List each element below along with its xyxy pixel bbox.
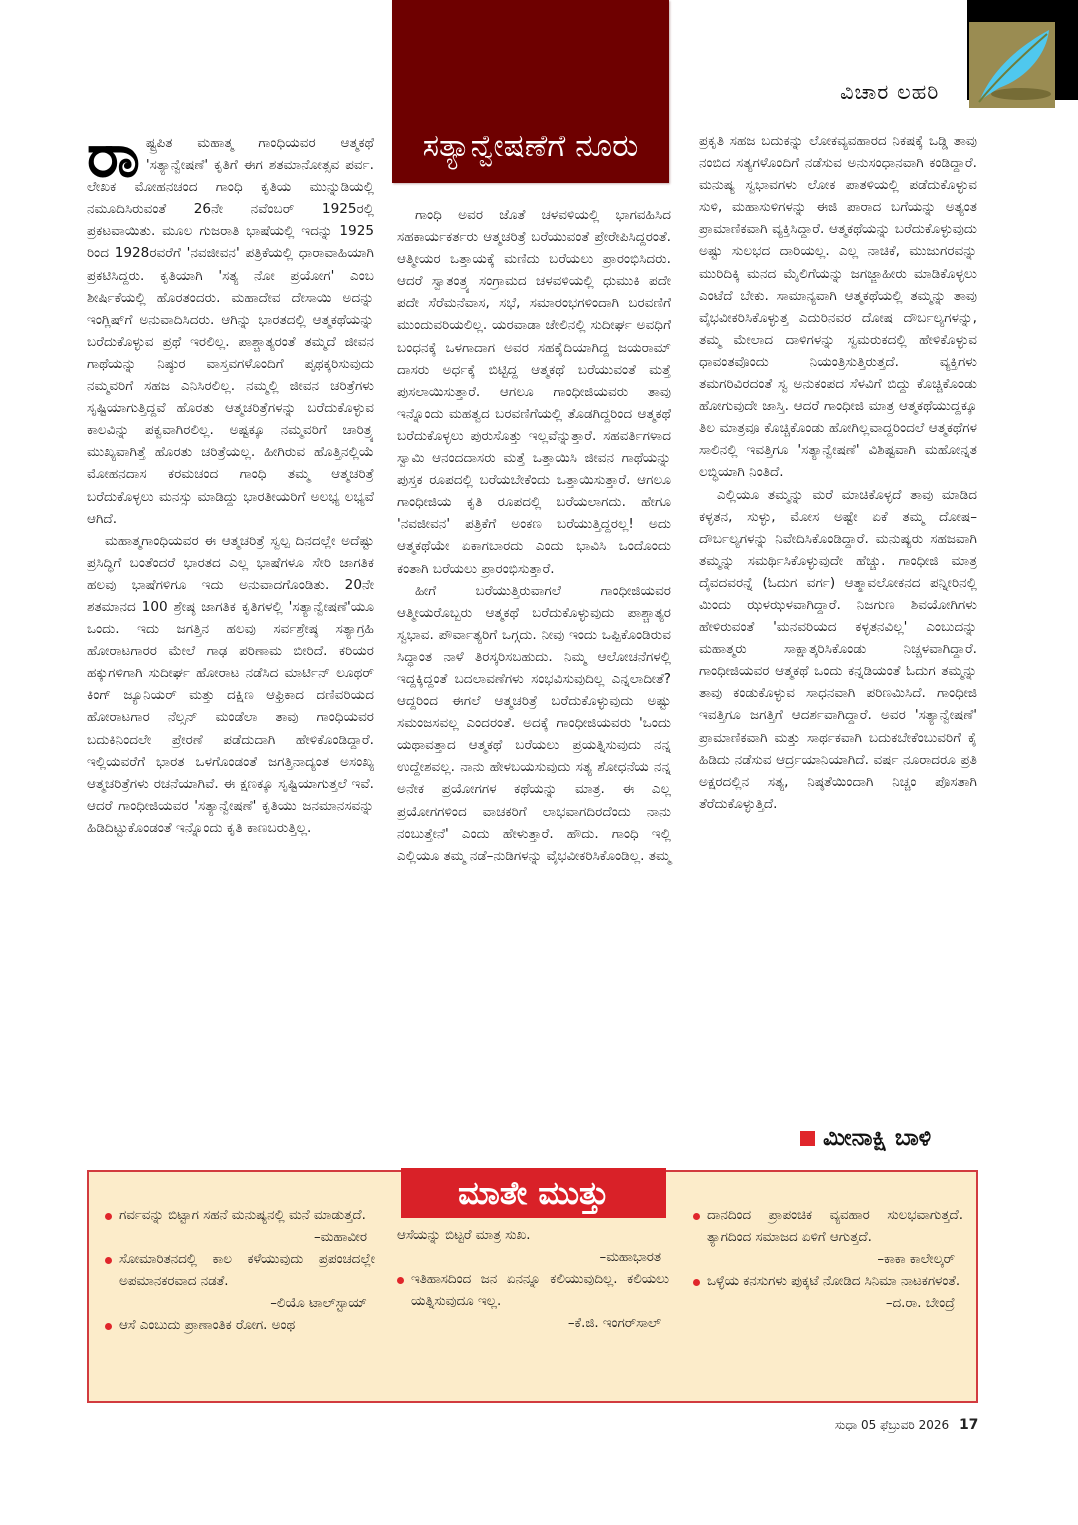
- red-square-icon: [800, 1131, 815, 1146]
- article-title: ಸತ್ಯಾನ್ವೇಷಣೆಗೆ ನೂರು: [422, 128, 639, 164]
- article-column-2: [397, 204, 671, 867]
- paragraph: ರಾಷ್ಟ್ರಪಿತ ಮಹಾತ್ಮ ಗಾಂಧಿಯವರ ಆತ್ಮಕಥೆ 'ಸತ್ಯಾನ್ವೇಷಣೆ' ಕೃತಿಗೆ ಈಗ ಶತಮಾನೋತ್ಸವ ಪರ್ವ. ಲೇಖಕ ಮೋಹನಚಂದ ಗಾಂಧಿ ಕೃತಿಯ ಮುನ್ನುಡಿಯಲ್ಲಿ ನಮೂದಿಸಿರುವಂತೆ 26ನೇ ನವೆಂಬರ್ 1925ರಲ್ಲಿ ಪ್ರಕಟವಾಯಿತು. ಮೂಲ ಗುಜರಾತಿ ಭಾಷೆಯಲ್ಲಿ ಇದನ್ನು 1925 ರಿಂದ 1928ರವರೆಗೆ 'ನವಜೀವನ' ಪತ್ರಿಕೆಯಲ್ಲಿ ಧಾರಾವಾಹಿಯಾಗಿ ಪ್ರಕಟಿಸಿದ್ದರು. ಕೃತಿಯಾಗಿ 'ಸತ್ಯ ನೋ ಪ್ರಯೋಗ' ಎಂಬ ಶೀರ್ಷಿಕೆಯಲ್ಲಿ ಹೊರತಂದರು. ಮಹಾದೇವ ದೇಸಾಯಿ ಅದನ್ನು ಇಂಗ್ಲಿಷ್‌ಗೆ ಅನುವಾದಿಸಿದರು. ಆಗಿನ್ನು ಭಾರತದಲ್ಲಿ ಆತ್ಮಕಥೆಯನ್ನು ಬರೆದುಕೊಳ್ಳುವ ಪ್ರಥೆ ಇರಲಿಲ್ಲ. ಪಾಶ್ಚಾತ್ಯರಂತೆ ತಮ್ಮದೆ ಜೀವನ ಗಾಥೆಯನ್ನು ನಿಷ್ಠುರ ವಾಸ್ತವಗಳೊಂದಿಗೆ ಪೃಥಕ್ಕರಿಸುವುದು ನಮ್ಮವರಿಗೆ ಸಹಜ ಎನಿಸಿರಲಿಲ್ಲ. ನಮ್ಮಲ್ಲಿ ಜೀವನ ಚರಿತ್ರೆಗಳು ಸೃಷ್ಟಿಯಾಗುತ್ತಿದ್ದವೆ ಹೊರತು ಆತ್ಮಚರಿತ್ರೆಗಳನ್ನು ಬರೆದುಕೊಳ್ಳುವ ಕಾಲವಿನ್ನು ಪಕ್ವವಾಗಿರಲಿಲ್ಲ. ಅಷ್ಟಕ್ಕೂ ನಮ್ಮವರಿಗೆ ಚಾರಿತ್ರ್ಯ ಮುಖ್ಯವಾಗಿತ್ತೆ ಹೊರತು ಚರಿತ್ರೆಯಲ್ಲ. ಹೀಗಿರುವ ಹೊತ್ತಿನಲ್ಲಿಯೆ ಮೋಹನದಾಸ ಕರಮಚಂದ ಗಾಂಧಿ ತಮ್ಮ ಆತ್ಮಚರಿತ್ರೆ ಬರೆದುಕೊಳ್ಳಲು ಮನಸ್ಸು ಮಾಡಿದ್ದು ಭಾರತೀಯರಿಗೆ ಅಲಭ್ಯ ಲಭ್ಯವೆ ಆಗಿದೆ.: [87, 121, 374, 527]
- paragraph: ಹೀಗೆ ಬರೆಯುತ್ತಿರುವಾಗಲೆ ಗಾಂಧೀಜಿಯವರ ಆತ್ಮೀಯರೊಬ್ಬರು ಆತ್ಮಕಥೆ ಬರೆದುಕೊಳ್ಳುವುದು ಪಾಶ್ಚಾತ್ಯರ ಸ್ವಭಾವ. ಪೌರ್ವಾತ್ಯರಿಗೆ ಒಗ್ಗದು. ನೀವು ಇಂದು ಒಪ್ಪಿಕೊಂಡಿರುವ ಸಿದ್ಧಾಂತ ನಾಳೆ ತಿರಸ್ಕರಿಸಬಹುದು. ನಿಮ್ಮ ಆಲೋಚನೆಗಳಲ್ಲಿ ಇದ್ದಕ್ಕಿದ್ದಂತೆ ಬದಲಾವಣೆಗಳು ಸಂಭವಿಸುವುದಿಲ್ಲ ಎನ್ನಲಾದೀತೆ? ಆದ್ದರಿಂದ ಈಗಲೆ ಆತ್ಮಚರಿತ್ರೆ ಬರೆದುಕೊಳ್ಳುವುದು ಅಷ್ಟು ಸಮಂಜಸವಲ್ಲ ಎಂದರಂತೆ. ಅದಕ್ಕೆ ಗಾಂಧೀಜಿಯವರು 'ಒಂದು ಯಥಾವತ್ತಾದ ಆತ್ಮಕಥೆ ಬರೆಯಲು ಪ್ರಯತ್ನಿಸುವುದು ನನ್ನ ಉದ್ದೇಶವಲ್ಲ. ನಾನು ಹೇಳಬಯಸುವುದು ಸತ್ಯ ಶೋಧನೆಯ ನನ್ನ ಅನೇಕ ಪ್ರಯೋಗಗಳ ಕಥೆಯನ್ನು ಮಾತ್ರ. ಈ ಎಲ್ಲ ಪ್ರಯೋಗಗಳಿಂದ ವಾಚಕರಿಗೆ ಲಾಭವಾಗದಿರದೆಂದು ನಾನು ನಂಬುತ್ತೇನೆ' ಎಂದು ಹೇಳುತ್ತಾರೆ. ಹೌದು. ಗಾಂಧಿ ಇಲ್ಲಿ ಎಲ್ಲಿಯೂ ತಮ್ಮ ನಡೆ–ನುಡಿಗಳನ್ನು ವೈಭವೀಕರಿಸಿಕೊಂಡಿಲ್ಲ. ತಮ್ಮ: [397, 582, 671, 864]
- quote-item: ದಾನದಿಂದ ಪ್ರಾಪಂಚಿಕ ವ್ಯವಹಾರ ಸುಲಭವಾಗುತ್ತದೆ. ತ್ಯಾಗದಿಂದ ಸಮಾಜದ ಏಳಿಗೆ ಆಗುತ್ತದೆ.: [693, 1205, 963, 1249]
- paragraph: ಪ್ರಕೃತಿ ಸಹಜ ಬದುಕನ್ನು ಲೋಕವ್ಯವಹಾರದ ನಿಕಷಕ್ಕೆ ಒಡ್ಡಿ ತಾವು ನಂಬಿದ ಸತ್ಯಗಳೊಂದಿಗೆ ನಡೆಸುವ ಅನುಸಂಧಾನವಾಗಿ ಕಂಡಿದ್ದಾರೆ. ಮನುಷ್ಯ ಸ್ವಭಾವಗಳು ಲೋಕ ಪಾತಳಿಯಲ್ಲಿ ಪಡೆದುಕೊಳ್ಳುವ ಸುಳಿ, ಮಹಾಸುಳಿಗಳನ್ನು ಈಜಿ ಪಾರಾದ ಬಗೆಯನ್ನು ಅತ್ಯಂತ ಪ್ರಾಮಾಣಿಕವಾಗಿ ವ್ಯಕ್ತಿಸಿದ್ದಾರೆ. ಆತ್ಮಕಥೆಯನ್ನು ಬರೆದುಕೊಳ್ಳುವುದು ಅಷ್ಟು ಸುಲಭದ ದಾರಿಯಲ್ಲ. ಎಲ್ಲ ನಾಚಿಕೆ, ಮುಜುಗರವನ್ನು ಮುರಿದಿಕ್ಕಿ ಮನದ ಮೈಲಿಗೆಯನ್ನು ಜಗಜ್ಜಾಹೀರು ಮಾಡಿಕೊಳ್ಳಲು ಎಂಟೆದೆ ಬೇಕು. ಸಾಮಾನ್ಯವಾಗಿ ಆತ್ಮಕಥೆಯಲ್ಲಿ ತಮ್ಮನ್ನು ತಾವು ವೈಭವೀಕರಿಸಿಕೊಳ್ಳುತ್ತ ಎದುರಿನವರ ದೋಷ ದೌರ್ಬಲ್ಯಗಳನ್ನು, ತಮ್ಮ ಮೇಲಾದ ದಾಳಿಗಳನ್ನು ಸ್ವಮರುಕದಲ್ಲಿ ಹೇಳಿಕೊಳ್ಳುವ ಧಾವಂತವೊಂದು ನಿಯಂತ್ರಿಸುತ್ತಿರುತ್ತದೆ. ವ್ಯಕ್ತಿಗಳು ತಮಗರಿವಿರದಂತೆ ಸ್ವ ಅನುಕಂಪದ ಸೆಳವಿಗೆ ಬಿದ್ದು ಕೊಚ್ಚಿಕೊಂಡು ಹೋಗುವುದೇ ಜಾಸ್ತಿ. ಆದರೆ ಗಾಂಧೀಜಿ ಮಾತ್ರ ಆತ್ಮಕಥೆಯುದ್ದಕ್ಕೂ ತಿಲ ಮಾತ್ರವೂ ಕೊಚ್ಚಿಕೊಂಡು ಹೋಗಿಲ್ಲವಾದ್ದರಿಂದಲೆ ಆತ್ಮಕಥೆಗಳ ಸಾಲಿನಲ್ಲಿ ಇವತ್ತಿಗೂ 'ಸತ್ಯಾನ್ವೇಷಣೆ' ವಿಶಿಷ್ಟವಾಗಿ ಮಹೋನ್ನತ ಲಬ್ಧಿಯಾಗಿ ನಿಂತಿದೆ.: [699, 133, 977, 481]
- quote-item: ಇತಿಹಾಸದಿಂದ ಜನ ಏನನ್ನೂ ಕಲಿಯುವುದಿಲ್ಲ. ಕಲಿಯಲು ಯತ್ನಿಸುವುದೂ ಇಲ್ಲ.: [397, 1269, 669, 1313]
- author-byline: [800, 1125, 931, 1151]
- article-title-box: [392, 0, 669, 183]
- paragraph: ಗಾಂಧಿ ಅವರ ಜೊತೆ ಚಳವಳಿಯಲ್ಲಿ ಭಾಗವಹಿಸಿದ ಸಹಕಾರ್ಯಕರ್ತರು ಆತ್ಮಚರಿತ್ರೆ ಬರೆಯುವಂತೆ ಪ್ರೇರೇಪಿಸಿದ್ದರಂತೆ. ಆತ್ಮೀಯರ ಒತ್ತಾಯಕ್ಕೆ ಮಣಿದು ಬರೆಯಲು ಪ್ರಾರಂಭಿಸಿದರು. ಆದರೆ ಸ್ವಾತಂತ್ರ್ಯ ಸಂಗ್ರಾಮದ ಚಳವಳಿಯಲ್ಲಿ ಧುಮುಕಿ ಪದೇ ಪದೇ ಸೆರೆಮನೆವಾಸ, ಸಭೆ, ಸಮಾರಂಭಗಳಿಂದಾಗಿ ಬರವಣಿಗೆ ಮುಂದುವರಿಯಲಿಲ್ಲ. ಯರವಾಡಾ ಜೇಲಿನಲ್ಲಿ ಸುದೀರ್ಘ ಅವಧಿಗೆ ಬಂಧನಕ್ಕೆ ಒಳಗಾದಾಗ ಅವರ ಸಹಕೈದಿಯಾಗಿದ್ದ ಜಯರಾಮ್ ದಾಸರು ಅರ್ಧಕ್ಕೆ ಬಿಟ್ಟಿದ್ದ ಆತ್ಮಕಥೆ ಬರೆಯುವಂತೆ ಮತ್ತೆ ಪುಸಲಾಯಿಸುತ್ತಾರೆ. ಆಗಲೂ ಗಾಂಧೀಜಿಯವರು ತಾವು ಇನ್ನೊಂದು ಮಹತ್ವದ ಬರವಣಿಗೆಯಲ್ಲಿ ತೊಡಗಿದ್ದರಿಂದ ಆತ್ಮಕಥೆ ಬರೆದುಕೊಳ್ಳಲು ಪುರುಸೊತ್ತು ಇಲ್ಲವೆನ್ನುತ್ತಾರೆ. ಸಹವರ್ತಿಗಳಾದ ಸ್ವಾಮಿ ಆನಂದದಾಸರು ಮತ್ತೆ ಒತ್ತಾಯಿಸಿ ಜೀವನ ಗಾಥೆಯನ್ನು ಪುಸ್ತಕ ರೂಪದಲ್ಲಿ ಬರೆಯಬೇಕೆಂದು ಒತ್ತಾಯಿಸುತ್ತಾರೆ. ಆಗಲೂ ಗಾಂಧೀಜಿಯ ಕೃತಿ ರೂಪದಲ್ಲಿ ಬರೆಯಲಾಗದು. ಹೇಗೂ 'ನವಜೀವನ' ಪತ್ರಿಕೆಗೆ ಅಂಕಣ ಬರೆಯುತ್ತಿದ್ದರಲ್ಲ! ಅದು ಆತ್ಮಕಥೆಯೇ ಏಕಾಗಬಾರದು ಎಂದು ಭಾವಿಸಿ ಒಂದೊಂದು ಕಂತಾಗಿ ಬರೆಯಲು ಪ್ರಾರಂಭಿಸುತ್ತಾರೆ.: [397, 207, 671, 577]
- page-footer: [835, 1417, 978, 1433]
- quotes-column-2: [397, 1225, 669, 1335]
- quote-author: –ಮಹಾವೀರ: [313, 1230, 367, 1245]
- quote-item: ಸೋಮಾರಿತನದಲ್ಲಿ ಕಾಲ ಕಳೆಯುವುದು ಪ್ರಪಂಚದಲ್ಲೇ ಅಪಮಾನಕರವಾದ ನಡತೆ.: [105, 1249, 375, 1293]
- dropcap: ರಾ: [87, 121, 140, 191]
- quote-continuation: ಆಸೆಯನ್ನು ಬಿಟ್ಟರೆ ಮಾತ್ರ ಸುಖ.: [397, 1228, 531, 1243]
- quote-item: ಗರ್ವವನ್ನು ಬಿಟ್ಟಾಗ ಸಹನೆ ಮನುಷ್ಯನಲ್ಲಿ ಮನೆ ಮಾಡುತ್ತದೆ.: [105, 1205, 375, 1227]
- page-number: 17: [958, 1417, 979, 1433]
- quote-author: –ಕೆ.ಜಿ. ಇಂಗರ್‌ಸಾಲ್: [567, 1316, 661, 1331]
- quotes-column-3: [693, 1205, 963, 1315]
- quote-author: –ಕಾಕಾ ಕಾಲೇಲ್ಕರ್: [877, 1252, 955, 1267]
- quote-author: –ಮಹಾಭಾರತ: [599, 1250, 661, 1265]
- quote-item: ಒಳ್ಳೆಯ ಕನಸುಗಳು ಪುಕ್ಕಟೆ ನೋಡಿದ ಸಿನಿಮಾ ನಾಟಕಗಳಂತೆ.: [693, 1271, 963, 1293]
- bullet-icon: [105, 1257, 112, 1264]
- quotes-title: ಮಾತೇ ಮುತ್ತು: [401, 1168, 666, 1218]
- quote-author: –ದ.ರಾ. ಬೇಂದ್ರೆ: [885, 1296, 955, 1311]
- quote-item: ಆಸೆ ಎಂಬುದು ಪ್ರಾಣಾಂತಿಕ ರೋಗ. ಅಂಥ: [105, 1315, 375, 1337]
- feather-icon: [969, 22, 1055, 108]
- quotes-column-1: [105, 1205, 375, 1337]
- author-name: ಮೀನಾಕ್ಷಿ ಬಾಳಿ: [823, 1125, 932, 1151]
- paragraph: ಮಹಾತ್ಮಗಾಂಧಿಯವರ ಈ ಆತ್ಮಚರಿತ್ರೆ ಸ್ವಲ್ಪ ದಿನದಲ್ಲೇ ಅದೆಷ್ಟು ಪ್ರಸಿದ್ಧಿಗೆ ಬಂತೆಂದರೆ ಭಾರತದ ಎಲ್ಲ ಭಾಷೆಗಳೂ ಸೇರಿ ಜಾಗತಿಕ ಹಲವು ಭಾಷೆಗಳಿಗೂ ಇದು ಅನುವಾದಗೊಂಡಿತು. 20ನೇ ಶತಮಾನದ 100 ಶ್ರೇಷ್ಠ ಜಾಗತಿಕ ಕೃತಿಗಳಲ್ಲಿ 'ಸತ್ಯಾನ್ವೇಷಣೆ'ಯೂ ಒಂದು. ಇದು ಜಗತ್ತಿನ ಹಲವು ಸರ್ವಶ್ರೇಷ್ಠ ಸತ್ಯಾಗ್ರಹಿ ಹೋರಾಟಗಾರರ ಮೇಲೆ ಗಾಢ ಪರಿಣಾಮ ಬೀರಿದೆ. ಕರಿಯರ ಹಕ್ಕುಗಳಿಗಾಗಿ ಸುದೀರ್ಘ ಹೋರಾಟ ನಡೆಸಿದ ಮಾರ್ಟಿನ್ ಲೂಥರ್ ಕಿಂಗ್ ಜ್ಯೂನಿಯರ್ ಮತ್ತು ದಕ್ಷಿಣ ಆಫ್ರಿಕಾದ ದಣಿವರಿಯದ ಹೋರಾಟಗಾರ ನೆಲ್ಸನ್ ಮಂಡೆಲಾ ತಾವು ಗಾಂಧಿಯವರ ಬದುಕಿನಿಂದಲೇ ಪ್ರೇರಣೆ ಪಡೆದುದಾಗಿ ಹೇಳಿಕೊಂಡಿದ್ದಾರೆ. ಇಲ್ಲಿಯವರೆಗೆ ಭಾರತ ಒಳಗೊಂಡಂತೆ ಜಗತ್ತಿನಾದ್ಯಂತ ಅಸಂಖ್ಯ ಆತ್ಮಚರಿತ್ರೆಗಳು ರಚನೆಯಾಗಿವೆ. ಈ ಕ್ಷಣಕ್ಕೂ ಸೃಷ್ಟಿಯಾಗುತ್ತಲೆ ಇವೆ. ಆದರೆ ಗಾಂಧೀಜಿಯವರ 'ಸತ್ಯಾನ್ವೇಷಣೆ' ಕೃತಿಯು ಜನಮಾನಸವನ್ನು ಹಿಡಿದಿಟ್ಟುಕೊಂಡಂತೆ ಇನ್ನೊಂದು ಕೃತಿ ಕಾಣಬರುತ್ತಿಲ್ಲ.: [87, 532, 374, 836]
- bullet-icon: [105, 1323, 112, 1330]
- publication-date: ಸುಧಾ 05 ಫೆಬ್ರುವರಿ 2026: [835, 1418, 950, 1432]
- article-column-3: [699, 130, 977, 815]
- bullet-icon: [397, 1277, 404, 1284]
- paragraph: ಎಲ್ಲಿಯೂ ತಮ್ಮನ್ನು ಮರೆ ಮಾಚಿಕೊಳ್ಳದೆ ತಾವು ಮಾಡಿದ ಕಳ್ಳತನ, ಸುಳ್ಳು, ಮೋಸ ಅಷ್ಟೇ ಏಕೆ ತಮ್ಮ ದೋಷ–ದೌರ್ಬಲ್ಯಗಳನ್ನು ನಿವೇದಿಸಿಕೊಂಡಿದ್ದಾರೆ. ಮನುಷ್ಯರು ಸಹಜವಾಗಿ ತಮ್ಮನ್ನು ಸಮರ್ಥಿಸಿಕೊಳ್ಳುವುದೇ ಹೆಚ್ಚು. ಗಾಂಧೀಜಿ ಮಾತ್ರ ದೈವದವರನ್ನೆ (ಓದುಗ ವರ್ಗ) ಆತ್ಮಾವಲೋಕನದ ಪನ್ನೀರಿನಲ್ಲಿ ಮಿಂದು ಝಳಝಳವಾಗಿದ್ದಾರೆ. ನಿಜಗುಣ ಶಿವಯೋಗಿಗಳು ಹೇಳಿರುವಂತೆ 'ಮನವರಿಯದ ಕಳ್ಳತನವಿಲ್ಲ' ಎಂಬುದನ್ನು ಮಹಾತ್ಮರು ಸಾಕ್ಷಾತ್ಕರಿಸಿಕೊಂಡು ನಿಚ್ಚಳವಾಗಿದ್ದಾರೆ. ಗಾಂಧೀಜಿಯವರ ಆತ್ಮಕಥೆ ಒಂದು ಕನ್ನಡಿಯಂತೆ ಓದುಗ ತಮ್ಮನ್ನು ತಾವು ಕಂಡುಕೊಳ್ಳುವ ಸಾಧನವಾಗಿ ಪರಿಣಮಿಸಿದೆ. ಗಾಂಧೀಜಿ ಇವತ್ತಿಗೂ ಜಗತ್ತಿಗೆ ಆದರ್ಶವಾಗಿದ್ದಾರೆ. ಅವರ 'ಸತ್ಯಾನ್ವೇಷಣೆ' ಪ್ರಾಮಾಣಿಕವಾಗಿ ಮತ್ತು ಸಾರ್ಥಕವಾಗಿ ಬದುಕಬೇಕೆಂಬುವರಿಗೆ ಕೈ ಹಿಡಿದು ನಡೆಸುವ ಆರ್ದ್ರಯಾನಿಯಾಗಿದೆ. ವರ್ಷ ನೂರಾದರೂ ಪ್ರತಿ ಅಕ್ಷರದಲ್ಲಿನ ಸತ್ಯ, ನಿಷ್ಠತೆಯಿಂದಾಗಿ ನಿಚ್ಚಂ ಪೊಸತಾಗಿ ತೆರೆದುಕೊಳ್ಳುತ್ತಿದೆ.: [699, 486, 977, 812]
- quote-author: –ಲಿಯೊ ಟಾಲ್‌ಸ್ಟಾಯ್: [270, 1296, 367, 1311]
- section-label: ವಿಚಾರ ಲಹರಿ: [840, 80, 940, 104]
- bullet-icon: [105, 1213, 112, 1220]
- bullet-icon: [693, 1279, 700, 1286]
- bullet-icon: [693, 1213, 700, 1220]
- article-column-1: [87, 121, 374, 839]
